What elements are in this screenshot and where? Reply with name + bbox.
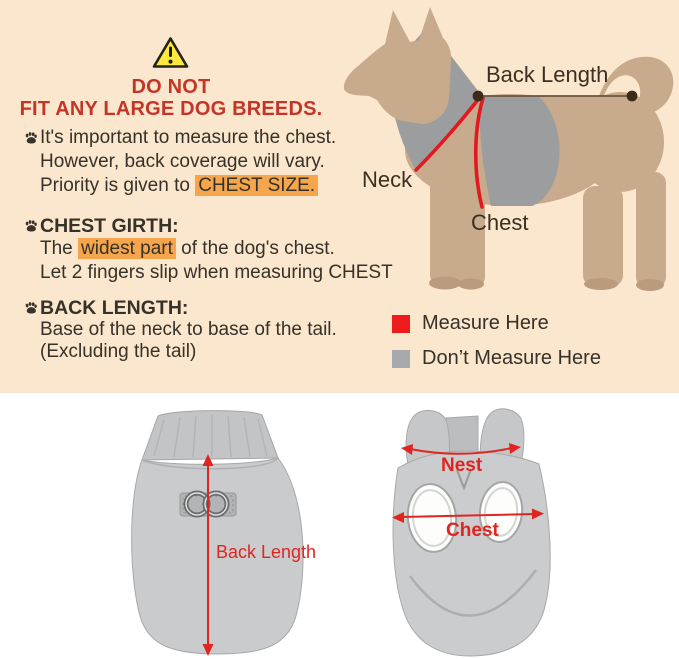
measure-here-label: Measure Here bbox=[422, 312, 549, 334]
paw-icon bbox=[24, 301, 38, 314]
vest-back-view-image bbox=[130, 406, 308, 658]
legend-row-dont-measure bbox=[392, 347, 601, 370]
intro-line1: It's important to measure the chest. bbox=[40, 127, 337, 148]
paw-icon bbox=[24, 219, 38, 232]
intro-line3 bbox=[40, 174, 336, 198]
back-length-heading: BACK LENGTH: bbox=[40, 297, 189, 319]
paw-icon bbox=[24, 131, 38, 144]
chest-girth-heading: CHEST GIRTH: bbox=[40, 215, 179, 237]
dont-measure-here-swatch bbox=[392, 350, 410, 368]
widest-part-highlight: widest part bbox=[78, 238, 176, 259]
product-nest-label: Nest bbox=[441, 455, 483, 476]
legend-row-measure bbox=[392, 312, 549, 335]
warning-title-line1: DO NOT bbox=[131, 76, 211, 98]
dont-measure-here-label: Don’t Measure Here bbox=[422, 347, 601, 369]
chest-size-highlight: CHEST SIZE. bbox=[195, 175, 318, 196]
product-back-length-label: Back Length bbox=[216, 542, 317, 562]
back-length-note bbox=[40, 319, 337, 363]
dog-diagram-illustration bbox=[330, 0, 679, 296]
dog-chest-label: Chest bbox=[471, 210, 529, 235]
product-chest-label: Chest bbox=[446, 520, 499, 541]
intro-line3-prefix: Priority is given to bbox=[40, 175, 196, 196]
intro-line2: However, back coverage will vary. bbox=[40, 151, 325, 172]
dog-back-length-label: Back Length bbox=[486, 62, 609, 87]
back-length-line1: Base of the neck to base of the tail. bbox=[40, 319, 337, 340]
measure-here-swatch bbox=[392, 315, 410, 333]
intro-note bbox=[40, 126, 336, 198]
dog-neck-label: Neck bbox=[362, 167, 413, 192]
back-length-line2: (Excluding the tail) bbox=[40, 341, 197, 362]
chest-girth-line2: Let 2 fingers slip when measuring CHEST bbox=[40, 262, 393, 283]
warning-title bbox=[0, 76, 342, 120]
chest-girth-line1-prefix: The bbox=[40, 238, 79, 259]
warning-title-line2: FIT ANY LARGE DOG BREEDS. bbox=[19, 98, 323, 120]
chest-girth-line1-suffix: of the dog's chest. bbox=[175, 238, 335, 259]
warning-icon bbox=[152, 36, 189, 69]
